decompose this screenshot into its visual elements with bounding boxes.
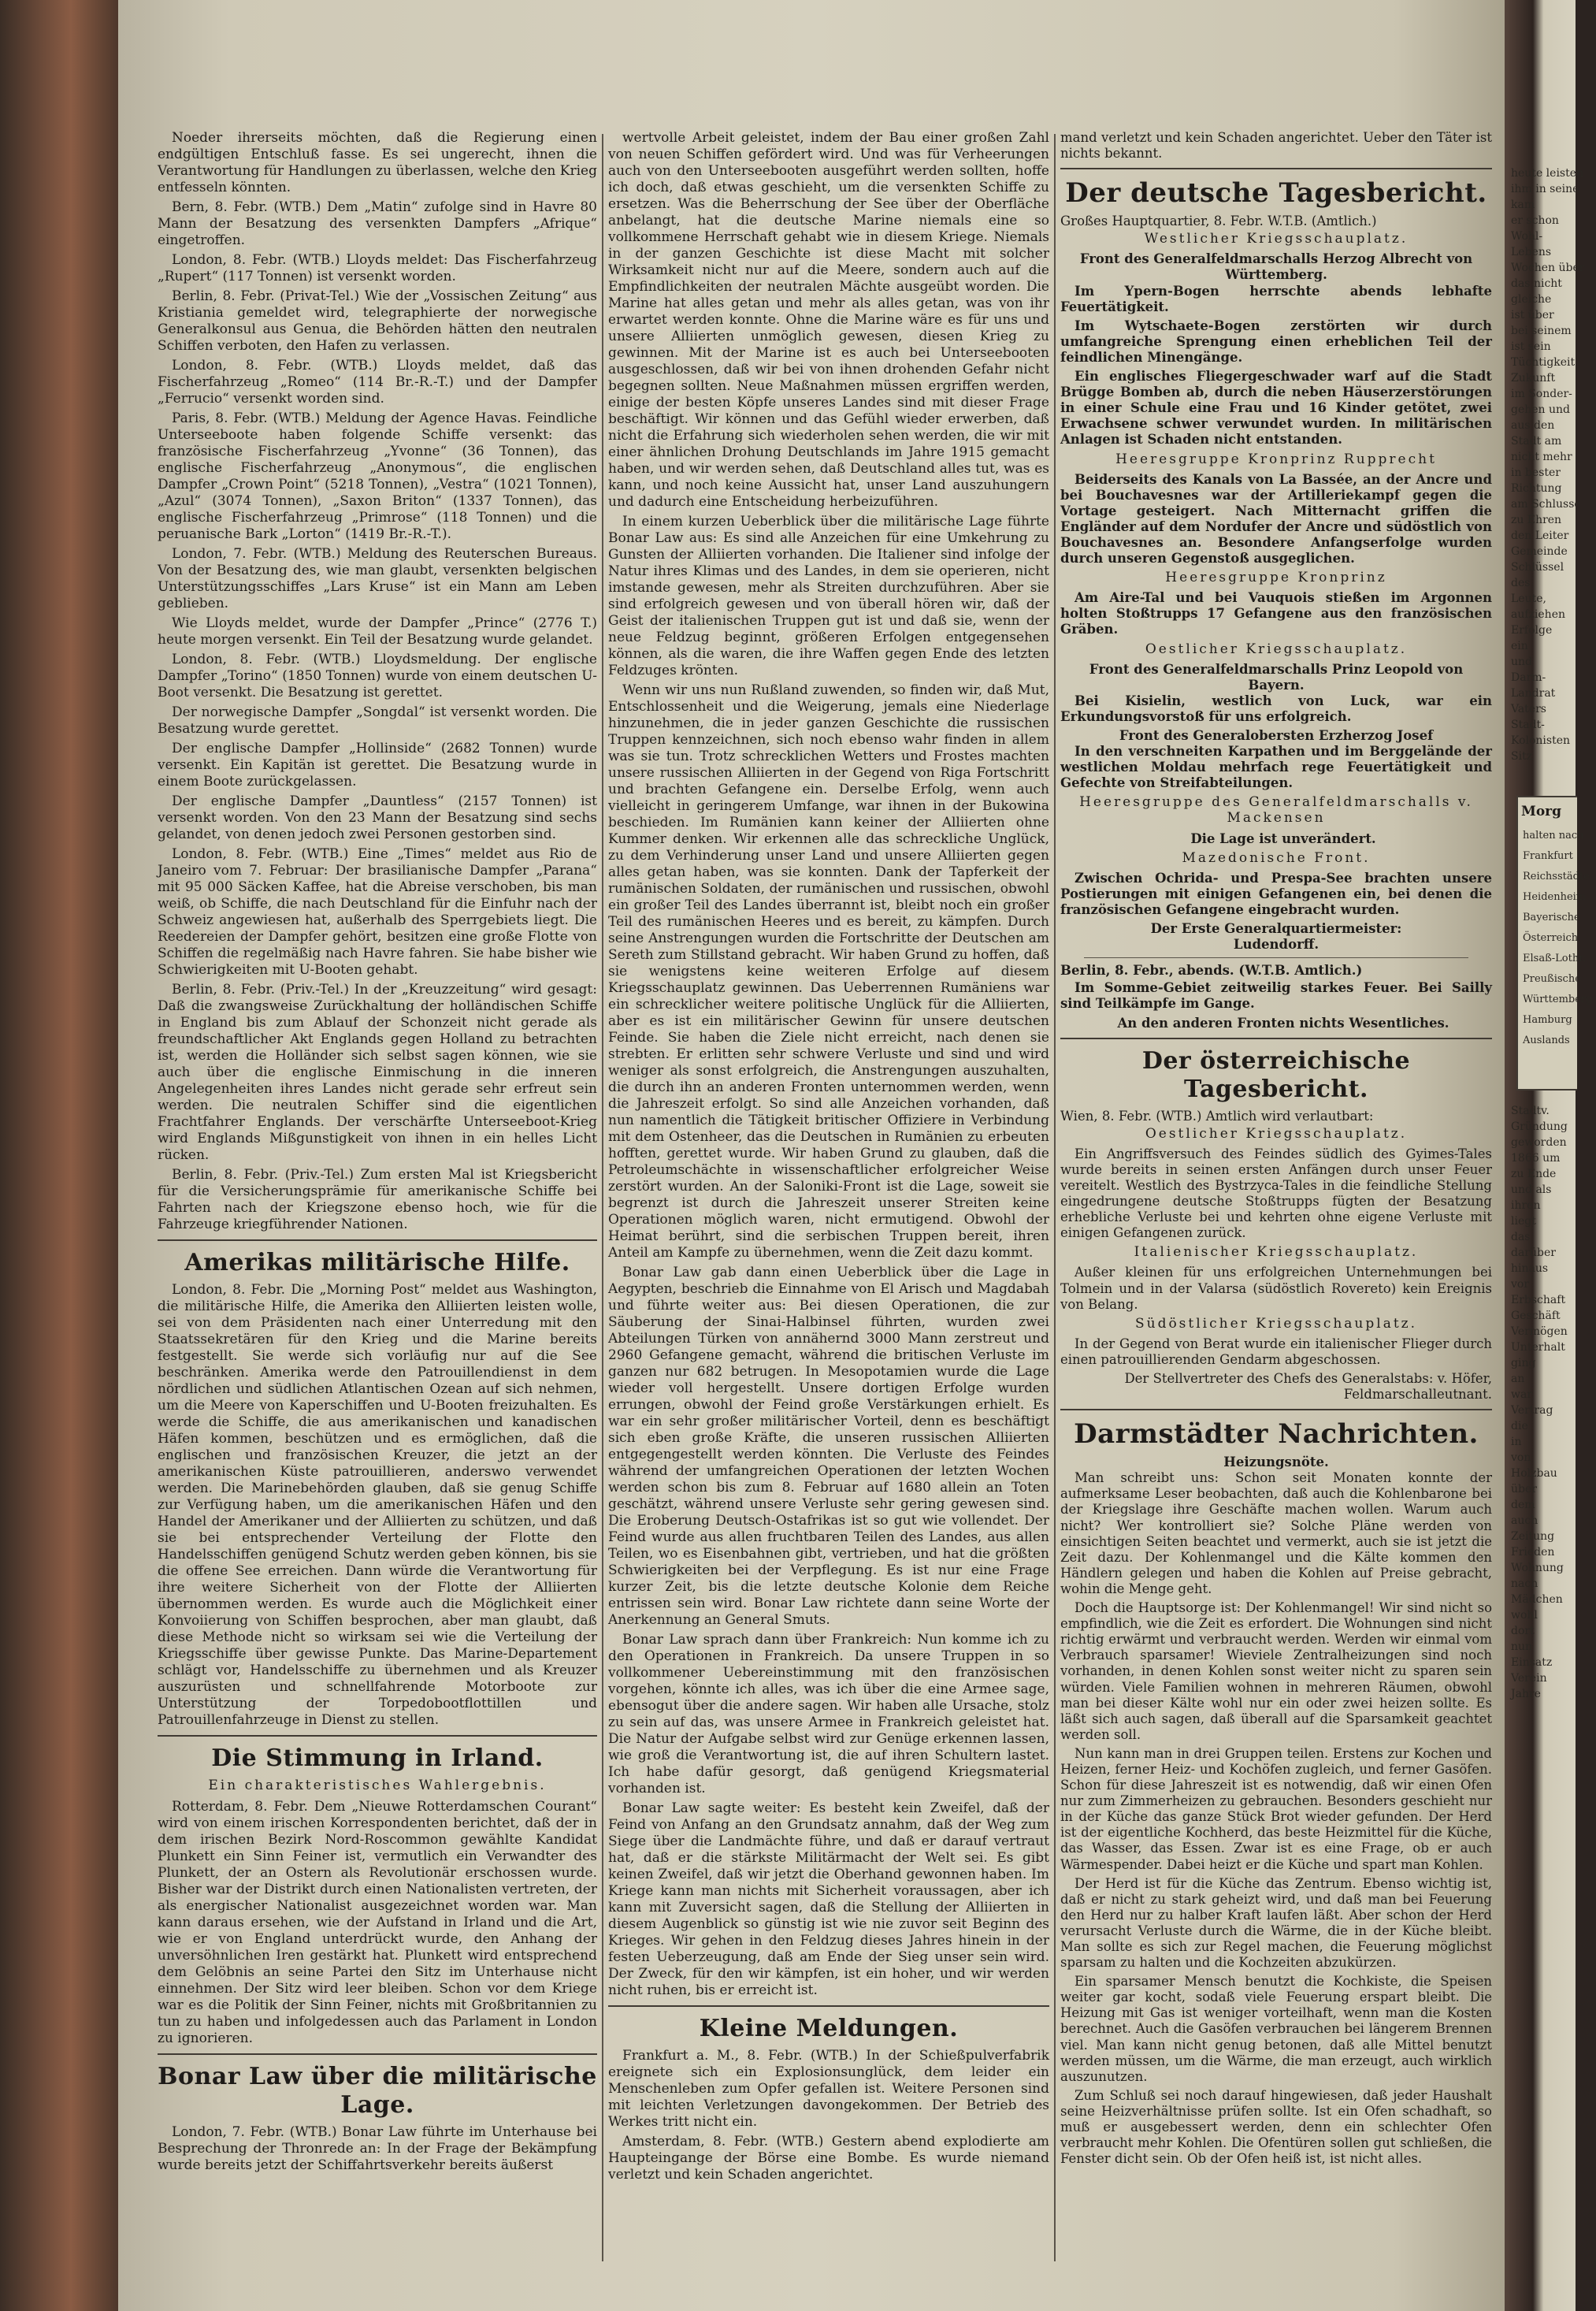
article-paragraph: Man schreibt uns: Schon seit Monaten konnte der aufmerksame Leser beobachten, daß auch die Kohlenbarone bei der Kriegslage ihre Geschäfte machen wollen. Warum auch nicht? Wer kontrolliert sie? Solche Pläne werden von einsichtigen Seiten beachtet und vermerkt, auch sie ist jetzt die Zeit dazu. Der Kohlenmangel und die Kälte kommen den Händlern gelegen und haben die Kohlen auf Preise gebracht, wohin die Menge geht. bbox=[1060, 1470, 1492, 1596]
news-items-col1 bbox=[158, 130, 597, 1233]
fringe-line: Vaters bbox=[1511, 703, 1546, 715]
section-mazedonisch: Mazedonische Front. bbox=[1182, 849, 1371, 866]
fringe-line: Leute, bbox=[1511, 593, 1546, 605]
dateline-abends: Berlin, 8. Febr., abends. (W.T.B. Amtlich.) bbox=[1060, 963, 1363, 979]
heading-irland: Die Stimmung in Irland. bbox=[211, 1744, 544, 1772]
fringe-line: nicht mehr bbox=[1511, 451, 1572, 463]
heading-oesterreichischer-tagesbericht: Der österreichische Tagesbericht. bbox=[1141, 1046, 1411, 1103]
article-irland: Rotterdam, 8. Febr. Dem „Nieuwe Rotterdamschen Courant“ wird von einem irischen Korrespondenten berichtet, daß der in dem irischen Bezirk Nord-Roscommon gewählte Kandidat Plunkett ein Sinn Feiner ist, vermutlich ein Verwandter des Plunkett, der an Ostern als Revolutionär erschossen wurde. Bisher war der Distrikt durch einen Nationalisten vertreten, der als energischer Nationalist ausgezeichnet worden war. Man kann daraus ersehen, wie der Aufstand in Irland und die Art, wie er von England unterdrückt wurde, den Anhang der unversöhnlichen Iren gestärkt hat. Plunkett wird entsprechend dem Gelöbnis an seine Partei den Sitz im Unterhause nicht einnehmen. Der Sitz wird leer bleiben. Schon vor dem Kriege war es die Politik der Sinn Feiner, nichts mit Großbritannien zu tun zu haben und infolgedessen auch das Parlament in London zu ignorieren. bbox=[158, 1799, 597, 2046]
column-3 bbox=[1060, 130, 1492, 2170]
fringe-line: Verein bbox=[1511, 1672, 1547, 1685]
fringe-line: Zukunft bbox=[1511, 372, 1556, 385]
report-bruegge: Ein englisches Fliegergeschwader warf auf die Stadt Brügge Bomben ab, durch die neben Häuserzerstörungen in einer Schule eine Frau und 16 Kinder getötet, zwei Erwachsene schwer verwundet wurden. In militärischen Anlagen ist Schaden nicht entstanden. bbox=[1060, 369, 1492, 448]
fringe-line: Gründung bbox=[1511, 1120, 1568, 1133]
fringe-line: und als bbox=[1511, 1183, 1552, 1196]
box-line: Auslands bbox=[1523, 1035, 1570, 1046]
fringe-line: zu Ehren bbox=[1511, 514, 1562, 526]
news-item: Wie Lloyds meldet, wurde der Dampfer „Prince“ (2776 T.) heute morgen versenkt. Ein Teil der Besatzung wurde gelandet. bbox=[158, 615, 597, 648]
fringe-line: aufziehen bbox=[1511, 608, 1566, 621]
fringe-line: in bbox=[1511, 1436, 1522, 1448]
fringe-line: Wohl- bbox=[1511, 230, 1543, 243]
fringe-line: geworden bbox=[1511, 1136, 1567, 1149]
section-rule bbox=[158, 1735, 597, 1737]
report-karpathen: In den verschneiten Karpathen und im Berggelände der westlichen Moldau mehrfach rege Feuertätigkeit und Gefechte von Streifabteilungen. bbox=[1060, 744, 1492, 791]
oe-signature: Der Stellvertreter des Chefs des Generalstabs: v. Höfer, Feldmarschalleutnant. bbox=[1124, 1371, 1492, 1403]
article-heizungsnoete bbox=[1060, 1470, 1492, 2167]
fringe-line: darüber bbox=[1511, 1247, 1556, 1259]
fringe-line: das nicht bbox=[1511, 277, 1562, 290]
news-item: London, 8. Febr. (WTB.) Lloyds meldet, daß das Fischerfahrzeug „Romeo“ (114 Br.-R.-T.) und der Dampfer „Ferrucio“ versenkt worden sind. bbox=[158, 358, 597, 407]
fringe-line: am Schlusse bbox=[1511, 498, 1581, 511]
fringe-line: gehen und bbox=[1511, 403, 1571, 416]
article-paragraph: In einem kurzen Ueberblick über die militärische Lage führte Bonar Law aus: Es sind alle Anzeichen für eine Umkehrung zu Gunsten der Alliierten vorhanden. Die Italiener sind infolge der Natur ihres Klimas und des Landes, in dem sie operieren, nicht imstande gewesen, mehr als Streiten durchzuführen. Aber sie sind erfolgreich gewesen und von überall hören wir, daß der Geist der italienischen Truppen gut ist und daß sie, wenn der neue Feldzug beginnt, größeren Erfolgen entgegensehen können, als die waren, die ihre Waffen gegen Ende des letzten Feldzuges krönten. bbox=[608, 514, 1049, 678]
fringe-line: liegt bbox=[1511, 1215, 1536, 1228]
report-kisielin: Bei Kisielin, westlich von Luck, war ein Erkundungsvorstoß für uns erfolgreich. bbox=[1060, 693, 1492, 724]
fringe-line: Einsatz bbox=[1511, 1656, 1553, 1669]
news-item: Paris, 8. Febr. (WTB.) Meldung der Agence Havas. Feindliche Unterseeboote haben folgende Schiffe versenkt: das französische Fischerfahrzeug „Yvonne“ (36 Tonnen), das englische Fischerfahrzeug „Anonymous“, die englischen Dampfer „Crown Point“ (5218 Tonnen), „Vestra“ (1021 Tonnen), „Azul“ (3074 Tonnen), „Saxon Briton“ (1337 Tonnen), das englische Fischerfahrzeug „Primrose“ (118 Tonnen) und die peruanische Bark „Lorton“ (1419 Br.-R.-T.). bbox=[158, 411, 597, 542]
news-item: Noeder ihrerseits möchten, daß die Regierung einen endgültigen Entschluß fasse. Es sei ungerecht, ihnen die Verantwortung für Handlungen zu überlassen, welche den Krieg entfesseln könnten. bbox=[158, 130, 597, 195]
column-divider bbox=[1054, 134, 1056, 2261]
news-item: London, 7. Febr. (WTB.) Meldung des Reuterschen Bureaus. Von der Besatzung des, wie man glaubt, versenkten belgischen Unterstützungsschiffes „Lars Kruse“ ist ein Mann am Leben geblieben. bbox=[158, 546, 597, 611]
fringe-line: wohl bbox=[1511, 1609, 1538, 1622]
news-item: Der norwegische Dampfer „Songdal“ ist versenkt worden. Die Besatzung wurde gerettet. bbox=[158, 704, 597, 737]
fringe-line: Erbschaft bbox=[1511, 1294, 1566, 1306]
news-item: London, 8. Febr. (WTB.) Eine „Times“ meldet aus Rio de Janeiro vom 7. Februar: Der brasilianische Dampfer „Parana“ mit 95 000 Säcken Kaffee, hat die Abreise verschoben, bis man weiß, ob Schiffe, die nach Deutschland für die Einfuhr nach der Schweiz angewiesen hat, außerhalb des Sperrgebiets liegt. Die Reedereien der Dampfer gehört, besitzen eine große Flotte von Schiffen die regelmäßig nach Havre fahren. Sie habe bisher wie Schwierigkeiten mit U-Booten gehabt. bbox=[158, 846, 597, 978]
fringe-line: hinaus bbox=[1511, 1262, 1549, 1275]
box-line: Preußische bbox=[1523, 973, 1581, 985]
news-item: Berlin, 8. Febr. (Priv.-Tel.) In der „Kreuzzeitung“ wird gesagt: Daß die zwangsweise Zurückhaltung der holländischen Schiffe in England bis zum Ablauf der Schonzeit nicht gerade als freundschaftlicher Akt Englands gegen Holland zu betrachten ist, werden die Holländer sich selbst sagen können, wie sie auch über die englische Einmischung in die inneren Angelegenheiten ihres Landes nicht gerade sehr erfreut sein werden. Die neutralen Schiffer sind die eigentlichen Frachtfahrer Englands. Der verschärfte Unterseeboot-Krieg wird Englands Mißgunstigkeit von ihnen in ein helles Licht rücken. bbox=[158, 982, 597, 1163]
fringe-line: Wohnung bbox=[1511, 1562, 1564, 1574]
adjacent-page-box bbox=[1516, 796, 1596, 1090]
article-bonar-law-continued bbox=[608, 130, 1049, 1999]
fringe-line: aus den bbox=[1511, 419, 1555, 432]
box-line: Hamburg bbox=[1523, 1014, 1572, 1026]
front-kronprinz: Heeresgruppe Kronprinz bbox=[1165, 570, 1387, 586]
fringe-line: Geschäft bbox=[1511, 1310, 1561, 1322]
box-lines bbox=[1518, 826, 1596, 1051]
fringe-line: das bbox=[1511, 1231, 1531, 1243]
news-item: Bern, 8. Febr. (WTB.) Dem „Matin“ zufolge sind in Havre 80 Mann der Besatzung des versenkten Dampfers „Afrique“ eingetroffen. bbox=[158, 199, 597, 248]
fringe-line: dort bbox=[1511, 1625, 1535, 1637]
heading-deutscher-tagesbericht: Der deutsche Tagesbericht. bbox=[1065, 177, 1487, 210]
fringe-line: er schon bbox=[1511, 214, 1559, 227]
fringe-line: Tüchtigkeit bbox=[1511, 356, 1576, 369]
fringe-line: Kolonisten bbox=[1511, 734, 1571, 747]
fringe-line: Zeitung bbox=[1511, 1530, 1555, 1543]
fringe-line: des bbox=[1511, 577, 1531, 589]
heading-darmstaedter-nachrichten: Darmstädter Nachrichten. bbox=[1074, 1418, 1479, 1451]
report-other-fronts: An den anderen Fronten nichts Wesentliches. bbox=[1117, 1015, 1449, 1031]
column-1 bbox=[158, 130, 597, 2177]
article-paragraph: Bonar Law gab dann einen Ueberblick über die Lage in Aegypten, beschrieb die Einnahme von El Arisch und Magdabah und führte weiter aus: Bei diesen Operationen, die zur Säuberung der Sinai-Halbinsel führten, wurden zwei Abteilungen Türken von annähernd 3000 Mann zerstreut und 2960 Gefangene gemacht, während die britischen Verluste im ganzen nur 682 betrugen. In Mesopotamien wurde die Lage wieder voll hergestellt. Unsere dortigen Erfolge wurden errungen, obwohl der Feind große Verstärkungen erhielt. Es war ein sehr großer militärischer Vorteil, denn es beschäftigt sich eben große Kräfte, die unseren russischen Alliierten entgegengestellt werden könnten. Die Verluste des Feindes während der umfangreichen Operationen der letzten Wochen werden schon bis zum 8. Februar auf 1680 allein an Toten geschätzt, während unsere Verluste sehr gering gewesen sind. Die Eroberung Deutsch-Ostafrikas ist so gut wie vollendet. Der Feind wurde aus allen fruchtbaren Teilen des Landes, aus allen Teilen, wo es Eisenbahnen gibt, vertrieben, und hat die größten Schwierigkeiten bei der Verpflegung. Es ist nur eine Frage kurzer Zeit, bis die letzte deutsche Kolonie dem Reiche entrissen sein wird. Bonar Law richtete dann seine Worte der Anerkennung an General Smuts. bbox=[608, 1265, 1049, 1628]
fringe-line: gleiche bbox=[1511, 293, 1552, 306]
box-line: Frankfurt bbox=[1523, 850, 1573, 862]
box-line: Österreich bbox=[1523, 932, 1579, 944]
front-mackensen: Heeresgruppe des Generalfeldmarschalls v. Mackensen bbox=[1079, 794, 1473, 827]
article-paragraph: Zum Schluß sei noch darauf hingewiesen, daß jeder Haushalt seine Heizverhältnisse prüfen sollte. Ist ein Ofen schadhaft, so muß er ausgebessert werden, denn ein schlechter Ofen verbraucht mehr Kohlen. Die Ofentüren sollen gut schließen, die Fenster dicht sein. Ob der Ofen heiß ist, ist nicht alles. bbox=[1060, 2087, 1492, 2167]
fringe-line: vor bbox=[1511, 1278, 1530, 1291]
fringe-line: ihm in seine bbox=[1511, 183, 1579, 195]
signature-title: Der Erste Generalquartiermeister: bbox=[1150, 921, 1402, 937]
fringe-line: Richtung bbox=[1511, 482, 1562, 495]
article-paragraph: Nun kann man in drei Gruppen teilen. Erstens zur Kochen und Heizen, ferner Heiz- und Kochöfen zugleich, und ferner Gasöfen. Schon für diese Jahreszeit ist es notwendig, daß wir einen Ofen nur zum Zimmerheizen zu gebrauchen. Besonders geschieht nur in der Küche das ganze Stück Brot wieder gefunden. Der Herd ist der eigentliche Kochherd, das beste Heizmittel für die Küche, das Wasser, das Essen. Zwar ist es eine Frage, ob er auch Wärmespender. Dabei heizt er die Küche und spart man Kohlen. bbox=[1060, 1745, 1492, 1872]
heading-amerika: Amerikas militärische Hilfe. bbox=[184, 1249, 570, 1276]
subheading-heizungsnoete: Heizungsnöte. bbox=[1223, 1455, 1329, 1470]
section-rule bbox=[1060, 1038, 1492, 1039]
fringe-line: Schlüssel bbox=[1511, 561, 1564, 574]
box-title: Morg bbox=[1521, 804, 1561, 819]
article-paragraph: Bonar Law sagte weiter: Es besteht kein Zweifel, daß der Feind von Anfang an den Grundsatz annahm, daß der Weg zum Siege über die Landmächte führe, und daß er darauf vertraut hat, daß er die stärkste Militärmacht der Welt sei. Es gibt keinen Zweifel, daß wir jetzt die Oberhand gewonnen haben. Im Kriege kann man nichts mit Sicherheit voraussagen, aber ich kann mit Zuversicht sagen, daß die Stellung der Alliierten in diesem Augenblick so günstig ist wie nie zuvor seit Beginn des Krieges. Wir gehen in den Feldzug dieses Jahres hinein in der festen Ueberzeugung, daß am Ende der Sieg unser sein wird. Der Zweck, für den wir kämpfen, ist ein hoher, und wir werden nicht ruhen, bis er erreicht ist. bbox=[608, 1800, 1049, 1998]
article-paragraph: Doch die Hauptsorge ist: Der Kohlenmangel! Wir sind nicht so empfindlich, wie die Zeit es erfordert. Die Wohnungen sind nicht richtig erwärmt und verbraucht werden. Werden wir einmal vom Verbrauch sparsamer! Wieviele Zentralheizungen sind noch vorhanden, in denen Kohlen sonst weiter nicht zu sparen sein würden. Viele Familien wohnen in mehreren Räumen, obwohl man bei dieser Kälte wohl nur ein oder zwei heizen sollte. Es läßt sich auch sagen, daß überall auf die Sparsamkeit geachtet werden soll. bbox=[1060, 1600, 1492, 1742]
fringe-line: Stadtv. bbox=[1511, 1105, 1550, 1117]
fringe-line: Darm- bbox=[1511, 671, 1546, 684]
front-josef: Front des Generalobersten Erzherzog Josef bbox=[1119, 728, 1434, 743]
section-westlich: Westlicher Kriegsschauplatz. bbox=[1144, 231, 1409, 247]
fringe-line: nun bbox=[1511, 1640, 1533, 1653]
box-line: Heidenheim bbox=[1523, 891, 1587, 903]
report-argonnen: Am Aire-Tal und bei Vauquois stießen im Argonnen holten Stoßtrupps 17 Gefangene aus den französischen Gräben. bbox=[1060, 590, 1492, 637]
fringe-line: Frieden bbox=[1511, 1546, 1555, 1559]
fringe-line: von bbox=[1511, 1451, 1531, 1464]
news-item: Der englische Dampfer „Dauntless“ (2157 Tonnen) ist versenkt worden. Von den 23 Mann der Besatzung sind sechs gelandet, von denen jedoch zwei Personen gestorben sind. bbox=[158, 793, 597, 842]
fringe-line: Sitz bbox=[1511, 750, 1533, 763]
article-paragraph: Der Herd ist für die Küche das Zentrum. Ebenso wichtig ist, daß er nicht zu stark geheizt wird, und daß man bei Feuerung den Herd nur zu halber Kraft laufen läßt. Aber schon der Herd verursacht Verluste durch die Wärme, die in der Küche bleibt. Man sollte es sich zur Regel machen, die Feuerung möglichst sparsam zu halten und die Kochzeiten abzukürzen. bbox=[1060, 1875, 1492, 1971]
fringe-line: Vermögen bbox=[1511, 1325, 1568, 1338]
fringe-line: in bester bbox=[1511, 466, 1561, 479]
fringe-line: und bbox=[1511, 656, 1532, 668]
oe-report-gyimes: Ein Angriffsversuch des Feindes südlich des Gyimes-Tales wurde bereits in seinen ersten Anfängen durch unser Feuer vereitelt. Westlich des Bystrzyca-Tales in die feindliche Stellung eingedrungene deutsche Stoßtrupps fügten der Besatzung erhebliche Verluste bei und kehrten ohne eigene Verluste mit einigen Gefangenen zurück. bbox=[1060, 1146, 1492, 1241]
adjacent-page-fringe-top bbox=[1511, 165, 1585, 764]
article-paragraph: Wenn wir uns nun Rußland zuwenden, so finden wir, daß Mut, Entschlossenheit und die Weigerung, jemals eine Niederlage hinzunehmen, die in jeder ganzen Geschichte die russischen Truppen kennzeichnen, sich noch ebenso wahr finden in allem was sie tun. Trotz schrecklichen Wetters und Frostes machten unsere russischen Alliierten in der Gegend von Riga Fortschritt und brachten Gefangene ein. Derselbe Erfolg, wenn auch vielleicht in geringerem Umfange, war ihnen in der Bukowina beschieden. Im Rumänien kann keiner der Alliierten ohne Kummer denken. Wir erkennen alle das schreckliche Unglück, zu dem Verhinderung unser Land und unsere Alliierten gegen alles getan haben, was sie konnten. Dank der Tapferkeit der rumänischen Soldaten, der rumänischen und russischen, obwohl ein großer Teil des Landes überrannt ist, bleibt noch ein großer Teil des rumänischen Heeres und es bereit, zu kämpfen. Durch seine Anstrengungen wurden die Fortschritte der Deutschen am Sereth zum Stillstand gebracht. Wir haben Grund zu hoffen, daß sie wenigstens keine weiteren Erfolge auf diesem Kriegsschauplatz gewinnen. Das Ueberrennen Rumäniens war ein schrecklicher weitere politische Unglück für die Alliierten, aber es ist ein militärischer Gewinn für unsere deutschen Feinde. Sie haben die Ziele nicht erreicht, nach denen sie strebten. Er erlitten sehr schwere Verluste und sind und wird weniger als sonst erfolgreich, die Anstrengungen auszuhalten, die durch ihn an anderen Fronten unternommen werden, wenn die Jahreszeit erfolgt. So sind alle Anzeichen vorhanden, daß nun namentlich die Tätigkeit britischer Offiziere in Verbindung mit dem Ostenheer, das die Deutschen in Rumänien zu erbeuten hofften, gerettet wurde. Wir haben Grund zu glauben, daß die Petroleumschächte in wissenschaftlicher erfolgreicher Weise zerstört wurden. An der Saloniki-Front ist die Lage, soweit sie begrenzt ist durch die Jahreszeit unserer Streiten keine Operationen möglich waren, nicht ermutigend. Obwohl der Heimat berührt, sind die serbischen Truppen bereit, ihren Anteil am Kampfe zu übernehmen, wenn die Zeit dazu kommt. bbox=[608, 682, 1049, 1261]
book-spine-left bbox=[0, 0, 118, 2311]
kleine-meldung: Frankfurt a. M., 8. Febr. (WTB.) In der Schießpulverfabrik ereignete sich ein Explosionsunglück, dem leider ein Menschenleben zum Opfer gefallen ist. Weitere Personen sind mit leichten Verletzungen davongekommen. Der Betrieb des Werkes tritt nicht ein. bbox=[608, 2048, 1049, 2130]
news-item: London, 8. Febr. (WTB.) Lloyds meldet: Das Fischerfahrzeug „Rupert“ (117 Tonnen) ist versenkt worden. bbox=[158, 252, 597, 284]
fringe-line: Vertrag bbox=[1511, 1404, 1553, 1417]
section-rule bbox=[1060, 168, 1492, 169]
fringe-line: Lebens bbox=[1511, 246, 1552, 258]
box-line: Elsaß-Lothr. bbox=[1523, 953, 1587, 964]
dateline-wien: Wien, 8. Febr. (WTB.) Amtlich wird verlautbart: bbox=[1060, 1108, 1374, 1124]
subheading-irland: Ein charakteristisches Wahlergebnis. bbox=[208, 1778, 547, 1793]
report-ochrida: Zwischen Ochrida- und Prespa-See brachten unsere Postierungen mit einigen Gefangenen ein, bei denen die französischen Gefangene eingebracht wurden. bbox=[1060, 870, 1492, 917]
kleine-meldungen-items bbox=[608, 2048, 1049, 2183]
fringe-line: nach bbox=[1511, 1577, 1538, 1590]
fringe-line: Erfolge bbox=[1511, 624, 1553, 637]
signature-ludendorff: Ludendorff. bbox=[1233, 937, 1319, 953]
fringe-line: war bbox=[1511, 1388, 1533, 1401]
front-wuerttemberg: Front des Generalfeldmarschalls Herzog Albrecht von Württemberg. bbox=[1079, 251, 1473, 283]
column-divider bbox=[602, 134, 603, 2261]
front-kronprinz-rupprecht: Heeresgruppe Kronprinz Rupprecht bbox=[1115, 451, 1437, 467]
oe-report-tolmein: Außer kleinen für uns erfolgreichen Unternehmungen bei Tolmein und in der Valarsa (südöstlich Rovereto) kein Ereignis von Belang. bbox=[1060, 1265, 1492, 1312]
fringe-line: Stadt- bbox=[1511, 719, 1545, 731]
news-item: Berlin, 8. Febr. (Priv.-Tel.) Zum ersten Mal ist Kriegsbericht für die Versicherungsprämie für amerikanische Schiffe bei Fahrten nach der Kriegszone ebenso hoch, wie für die Fahrzeuge kriegführender Nationen. bbox=[158, 1167, 597, 1232]
fringe-line: auch bbox=[1511, 1514, 1538, 1527]
adjacent-page-fringe-bottom bbox=[1511, 1103, 1576, 1702]
fringe-line: heute leisten bbox=[1511, 167, 1584, 180]
box-line: halten nach bbox=[1523, 830, 1584, 842]
article-paragraph: Bonar Law sprach dann über Frankreich: Nun komme ich zu den Operationen in Frankreich. Da unsere Truppen in so vollkommener Uebereinstimmung mit den französischen vorgehen, könnte ich alles, was ich über die eine Armee sage, ebensogut über die andere sagen. Wir haben alle Ursache, stolz zu sein auf das, was unsere Armee in Frankreich geleistet hat. Die Natur der Aufgabe selbst wird zur Genüge erkennen lassen, wie groß die Verantwortung ist, die auf ihren Schultern lastet. Ich habe dafür gesorgt, daß genügend Kriegsmaterial vorhanden ist. bbox=[608, 1632, 1049, 1796]
dateline-hauptquartier: Großes Hauptquartier, 8. Febr. W.T.B. (Amtlich.) bbox=[1060, 214, 1377, 229]
fringe-line: im Sonder- bbox=[1511, 388, 1572, 400]
fringe-line: zu Ende bbox=[1511, 1168, 1557, 1180]
oe-report-berat: In der Gegend von Berat wurde ein italienischer Flieger durch einen patrouillierenden Gendarm abgeschossen. bbox=[1060, 1336, 1492, 1367]
fringe-line: ging bbox=[1511, 1357, 1536, 1369]
article-paragraph: Ein sparsamer Mensch benutzt die Kochkiste, die Speisen weiter gar kocht, sodaß viele Feuerung erspart bleibt. Die Heizung mit Gas ist weniger vorteilhaft, wenn man die Kosten berechnet. Auch die Gasöfen verbrauchen bei längerem Brennen viel. Man kann nicht genug betonen, daß alle Mittel benutzt werden müssen, um die Wärme, die man erzeugt, auch wirklich auszunutzen. bbox=[1060, 1974, 1492, 2084]
fringe-line: Wochen über bbox=[1511, 262, 1585, 274]
oe-section-oestlich: Oestlicher Kriegsschauplatz. bbox=[1145, 1125, 1408, 1142]
fringe-line: kam bbox=[1511, 199, 1535, 211]
column-2 bbox=[608, 130, 1049, 2187]
fringe-line: ist über bbox=[1511, 309, 1554, 321]
report-wytschaete: Im Wytschaete-Bogen zerstörten wir durch umfangreiche Sprengung einen erheblichen Teil der feindlichen Minengänge. bbox=[1060, 318, 1492, 365]
news-item: Berlin, 8. Febr. (Privat-Tel.) Wie der „Vossischen Zeitung“ aus Kristiania gemeldet wird, telegraphierte der norwegische Generalkonsul aus Genua, die Behörden hätten den neutralen Schiffen verboten, den Hafen zu verlassen. bbox=[158, 288, 597, 354]
fringe-line: an bbox=[1511, 1373, 1525, 1385]
box-line: Reichsstädte bbox=[1523, 871, 1590, 882]
fringe-line: Mädchen bbox=[1511, 1593, 1563, 1606]
fringe-line: dem bbox=[1511, 1499, 1535, 1511]
kleine-meldung: Amsterdam, 8. Febr. (WTB.) Gestern abend explodierte am Haupteingange der Börse eine Bombe. Es wurde niemand verletzt und kein Schaden angerichtet. bbox=[608, 2134, 1049, 2183]
news-item: London, 8. Febr. (WTB.) Lloydsmeldung. Der englische Dampfer „Torino“ (1850 Tonnen) wurde von einem deutschen U-Boot versenkt. Die Besatzung ist gerettet. bbox=[158, 652, 597, 700]
fringe-line: die bbox=[1511, 1420, 1528, 1432]
box-line: Württemberg. bbox=[1523, 994, 1596, 1005]
fringe-line: Gemeinde bbox=[1511, 545, 1568, 558]
section-oestlich: Oestlicher Kriegsschauplatz. bbox=[1145, 641, 1408, 657]
section-rule bbox=[158, 1239, 597, 1241]
fringe-line: ihren bbox=[1511, 1199, 1541, 1212]
article-paragraph: wertvolle Arbeit geleistet, indem der Bau einer großen Zahl von neuen Schiffen gefördert wird. Und was für Verheerungen auch von den Unterseebooten ausgeführt werden sollten, hoffe ich doch, daß etwas geschieht, um die versenkten Schiffe zu ersetzen. Was die Beherrschung der See über der Oberfläche anbelangt, hat die deutsche Marine niemals eine so vollkommene Herrschaft gehabt wie in diesem Kriege. Niemals in der ganzen Geschichte ist diese Macht mit solcher Wirksamkeit nicht nur auf die Meere, sondern auch auf die Empfindlichkeiten der neutralen Mächte ausgeübt worden. Die Marine hat alles getan und mehr als alles getan, was von ihr erwartet werden konnte. Ohne die Marine wäre es für uns und unsere Alliierten unmöglich gewesen, diesen Krieg zu gewinnen. Mit der Marine ist es auch bei Unterseebooten ausgeschlossen, daß wir bei von ihnen drohenden Gefahr nicht begegnen sollten. Neue Maßnahmen müssen ergriffen werden, einige der besten Köpfe unseres Landes sind mit dieser Frage beschäftigt. Wir können und das Gefühl wieder erwerben, daß nicht die Erfahrung sich wiederholen sehen werden, die wir mit einer ähnlichen Drohung Deutschlands im Jahre 1915 gemacht haben, und wir werden sehen, daß Deutschland alles tut, was es kann, und noch keine Aussicht hat, unser Land auszuhungern und dadurch eine Entscheidung herbeizuführen. bbox=[608, 130, 1049, 510]
fringe-line: über bbox=[1511, 1483, 1537, 1495]
article-bonar-law-start: London, 7. Febr. (WTB.) Bonar Law führte im Unterhause bei Besprechung der Thronrede an: In der Frage der Bekämpfung wurde bereits jetzt der Schiffahrtsverkehr bereits äußerst bbox=[158, 2124, 597, 2173]
article-amerika: London, 8. Febr. Die „Morning Post“ meldet aus Washington, die militärische Hilfe, die Amerika den Alliierten leisten wolle, sei von dem Präsidenten nach einer Unterredung mit den Staatssekretären für den Krieg und die Marine bereits festgestellt. Sie werde sich vorläufig nur auf die See beschränken. Amerika werde den Patrouillendienst in dem nördlichen und südlichen Atlantischen Ozean auf sich nehmen, um die Meere von Kaperschiffen und U-Booten freizuhalten. Es werde die Schiffe, die aus amerikanischen und kanadischen Häfen kommen, beschützen und es ermöglichen, daß die englischen und französischen Kreuzer, die jetzt an der amerikanischen Küste patrouillieren, anderswo verwendet werden. Die Marinebehörden glauben, daß sie genug Schiffe zur Verfügung haben, um die amerikanischen Häfen und den Handel der Amerikaner und der Alliierten zu schützen, und daß sie bei entsprechender Verteilung der Flotte den Handelsschiffen genügend Schutz werden geben können, bis sie die offene See erreichen. Dann würde die Verantwortung für ihre weitere Sicherheit von der Flotte der Alliierten übernommen werden. Es wurde auch die Möglichkeit einer Konvoiierung von Schiffen besprochen, aber man glaubt, daß diese Methode nicht so wirksam sei wie die Verteilung der Kriegsschiffe über gewisse Punkte. Das Marine-Departement schlägt vor, Handelsschiffe zu übernehmen und als Kreuzer auszurüsten und schnellfahrende Motorboote zur Unterstützung der Torpedobootflottillen und Patrouillenfahrzeuge in Dienst zu stellen. bbox=[158, 1282, 597, 1728]
fringe-line: ist sein bbox=[1511, 340, 1551, 353]
fringe-line: Landrat bbox=[1511, 687, 1556, 700]
heading-bonar-law: Bonar Law über die militärische Lage. bbox=[158, 2063, 597, 2119]
fringe-line: 1866 um bbox=[1511, 1152, 1561, 1165]
oe-section-italienisch: Italienischer Kriegsschauplatz. bbox=[1134, 1244, 1419, 1261]
news-item: Der englische Dampfer „Hollinside“ (2682 Tonnen) wurde versenkt. Ein Kapitän ist gerettet. Die Besatzung wurde in einem Boote zurückgelassen. bbox=[158, 741, 597, 790]
fringe-line: Stadt am bbox=[1511, 435, 1562, 448]
fringe-line: Holzbau bbox=[1511, 1467, 1557, 1480]
section-rule bbox=[1084, 957, 1468, 958]
report-ypern: Im Ypern-Bogen herrschte abends lebhafte Feuertätigkeit. bbox=[1060, 283, 1492, 314]
oe-section-suedoestlich: Südöstlicher Kriegsschauplatz. bbox=[1134, 1315, 1418, 1332]
fringe-line: ein bbox=[1511, 640, 1528, 652]
section-rule bbox=[158, 2053, 597, 2055]
report-la-bassee: Beiderseits des Kanals von La Bassée, an der Ancre und bei Bouchavesnes war der Artilleriekampf gegen die Vortage gesteigert. Nach Mitternacht griffen die Engländer auf dem Nordufer der Ancre und südöstlich von Bouchavesnes an. Besondere Anfangserfolge wurden durch unseren Gegenstoß ausgeglichen. bbox=[1060, 471, 1492, 567]
fringe-line: den Leiter bbox=[1511, 529, 1569, 542]
fringe-line: bei seinem bbox=[1511, 325, 1572, 337]
report-mackensen: Die Lage ist unverändert. bbox=[1190, 830, 1376, 846]
article-fragment-top: mand verletzt und kein Schaden angerichtet. Ueber den Täter ist nichts bekannt. bbox=[1060, 130, 1492, 162]
heading-kleine-meldungen: Kleine Meldungen. bbox=[699, 2015, 959, 2042]
report-somme: Im Somme-Gebiet zeitweilig starkes Feuer. Bei Sailly sind Teilkämpfe im Gange. bbox=[1060, 980, 1492, 1012]
section-rule bbox=[1060, 1409, 1492, 1410]
front-leopold: Front des Generalfeldmarschalls Prinz Leopold von Bayern. bbox=[1089, 661, 1464, 693]
section-rule bbox=[608, 2005, 1049, 2007]
fringe-line: Jahre bbox=[1511, 1688, 1541, 1700]
fringe-line: Unterhalt bbox=[1511, 1341, 1565, 1354]
box-line: Bayerische bbox=[1523, 912, 1580, 923]
